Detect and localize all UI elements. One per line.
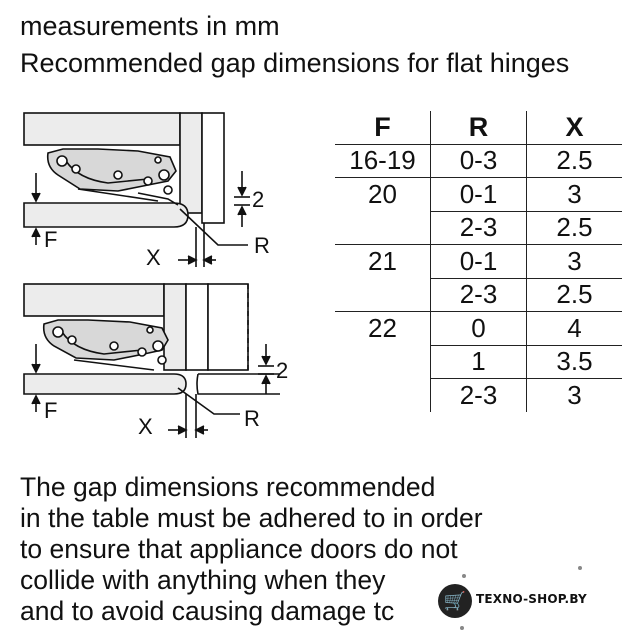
col-header-f: F bbox=[335, 111, 431, 144]
label-gap-bottom: 2 bbox=[276, 358, 289, 383]
cell-f bbox=[335, 379, 431, 412]
watermark-dot bbox=[578, 566, 582, 570]
paragraph-line: collide with anything when they bbox=[20, 565, 386, 595]
cell-f: 21 bbox=[368, 246, 397, 276]
cell-x: 3.5 bbox=[527, 345, 623, 379]
cell-r: 0-1 bbox=[431, 245, 527, 279]
cell-f: 16-19 bbox=[335, 144, 431, 178]
hinge-diagram-bottom bbox=[18, 278, 318, 448]
cell-x: 2.5 bbox=[527, 144, 623, 178]
cell-r: 1 bbox=[431, 345, 527, 379]
cell-f bbox=[335, 278, 431, 312]
cell-r: 2-3 bbox=[431, 278, 527, 312]
cart-icon: 🛒 bbox=[438, 584, 472, 618]
table-row bbox=[335, 312, 622, 346]
table-row bbox=[335, 144, 622, 178]
paragraph-line: to ensure that appliance doors do not bbox=[20, 534, 458, 564]
cell-x: 2.5 bbox=[527, 211, 623, 245]
cell-r: 0-3 bbox=[431, 144, 527, 178]
cell-f: 20 bbox=[368, 179, 397, 209]
paragraph-line: in the table must be adhered to in order bbox=[20, 503, 483, 533]
gap-notice-paragraph bbox=[20, 472, 483, 627]
header-title: Recommended gap dimensions for flat hinges bbox=[20, 48, 570, 78]
label-r-top: R bbox=[254, 233, 270, 258]
cell-x: 4 bbox=[527, 312, 623, 346]
cell-x: 2.5 bbox=[527, 278, 623, 312]
col-header-r: R bbox=[431, 111, 527, 144]
cell-r: 0-1 bbox=[431, 178, 527, 212]
cell-x: 3 bbox=[527, 245, 623, 279]
table-row bbox=[335, 211, 622, 245]
paragraph-line: The gap dimensions recommended bbox=[20, 472, 436, 502]
cell-f bbox=[335, 211, 431, 245]
watermark-text: TEXNO-SHOP.BY bbox=[476, 592, 587, 606]
cell-x: 3 bbox=[527, 379, 623, 412]
table-header-row bbox=[335, 111, 622, 144]
table-row bbox=[335, 278, 622, 312]
cell-x: 3 bbox=[527, 178, 623, 212]
gap-dimensions-table bbox=[335, 111, 622, 412]
label-gap-top: 2 bbox=[252, 187, 265, 212]
cell-f: 22 bbox=[368, 313, 397, 343]
cell-f bbox=[335, 345, 431, 379]
header-measurements: measurements in mm bbox=[20, 11, 280, 41]
cell-r: 2-3 bbox=[431, 211, 527, 245]
label-x-top: X bbox=[146, 245, 161, 270]
table-row bbox=[335, 245, 622, 279]
label-f-bottom: F bbox=[44, 398, 58, 423]
col-header-x: X bbox=[527, 111, 623, 144]
cell-r: 0 bbox=[431, 312, 527, 346]
label-x-bottom: X bbox=[138, 414, 153, 439]
hinge-diagram-top bbox=[18, 105, 318, 275]
watermark-dot bbox=[460, 626, 464, 630]
table-row bbox=[335, 178, 622, 212]
cell-r: 2-3 bbox=[431, 379, 527, 412]
table-row bbox=[335, 345, 622, 379]
watermark-dot bbox=[462, 574, 466, 578]
paragraph-line: and to avoid causing damage tc bbox=[20, 596, 395, 626]
table-row bbox=[335, 379, 622, 412]
label-r-bottom: R bbox=[244, 406, 260, 431]
label-f-top: F bbox=[44, 227, 58, 252]
